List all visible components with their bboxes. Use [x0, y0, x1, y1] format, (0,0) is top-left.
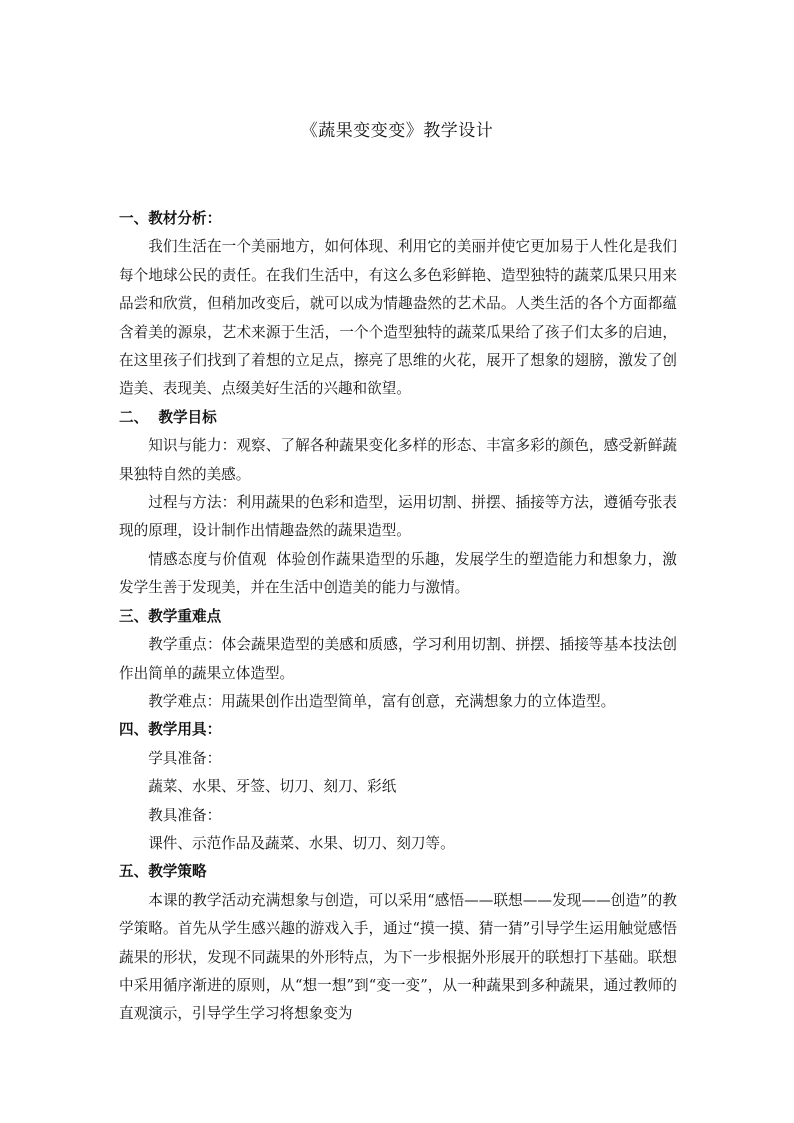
- list-item-teacher-materials: 课件、示范作品及蔬菜、水果、切刀、刻刀等。: [148, 834, 455, 852]
- document-title: 《蔬果变变变》教学设计: [300, 121, 494, 141]
- paragraph-objective-process: 过程与方法：利用蔬果的色彩和造型，运用切割、拼摆、插接等方法，遵循夸张表现的原理，设计制作出情趣盎然的蔬果造型。: [119, 494, 677, 540]
- section-heading-strategy: 五、教学策略: [119, 863, 207, 881]
- document-body: [119, 205, 677, 1029]
- list-item-student-prep-label: 学具准备：: [148, 749, 222, 767]
- list-item-student-materials: 蔬菜、水果、牙签、切刀、刻刀、彩纸: [148, 778, 397, 796]
- section-heading-key-points: 三、教学重难点: [119, 607, 222, 625]
- list-item-teacher-prep-label: 教具准备：: [148, 806, 222, 824]
- paragraph-difficult-point: 教学难点：用蔬果创作出造型简单，富有创意，充满想象力的立体造型。: [148, 692, 616, 710]
- section-heading-objectives: 二、 教学目标: [119, 408, 217, 426]
- paragraph-key-point: 教学重点：体会蔬果造型的美感和质感，学习利用切割、拼摆、插接等基本技法创作出简单的蔬果立体造型。: [119, 636, 677, 682]
- paragraph-analysis: 我们生活在一个美丽地方，如何体现、利用它的美丽并使它更加易于人性化是我们每个地球公民的责任。在我们生活中，有这么多色彩鲜艳、造型独特的蔬菜瓜果只用来品尝和欣赏，但稍加改变后，就可以成为情趣盎然的艺术品。人类生活的各个方面都蕴含着美的源泉，艺术来源于生活，一个个造型独特的蔬菜瓜果给了孩子们太多的启迪，在这里孩子们找到了着想的立足点，擦亮了思维的火花，展开了想象的翅膀，激发了创造美、表现美、点缀美好生活的兴趣和欲望。: [119, 238, 677, 398]
- paragraph-objective-knowledge: 知识与能力：观察、了解各种蔬果变化多样的形态、丰富多彩的颜色，感受新鲜蔬果独特自然的美感。: [119, 437, 677, 483]
- paragraph-strategy: 本课的教学活动充满想象与创造，可以采用“感悟——联想——发现——创造”的教学策略。首先从学生感兴趣的游戏入手，通过“摸一摸、猜一猜”引导学生运用触觉感悟蔬果的形状，发现不同蔬果的外形特点，为下一步根据外形展开的联想打下基础。联想中采用循序渐进的原则，从“想一想”到“变一变”，从一种蔬果到多种蔬果，通过教师的直观演示，引导学生学习将想象变为: [119, 891, 677, 1023]
- section-heading-analysis: 一、教材分析：: [119, 210, 222, 227]
- section-heading-tools: 四、教学用具：: [119, 721, 222, 739]
- paragraph-objective-emotion: 情感态度与价值观 体验创作蔬果造型的乐趣，发展学生的塑造能力和想象力，激发学生善于发现美，并在生活中创造美的能力与激情。: [119, 550, 677, 597]
